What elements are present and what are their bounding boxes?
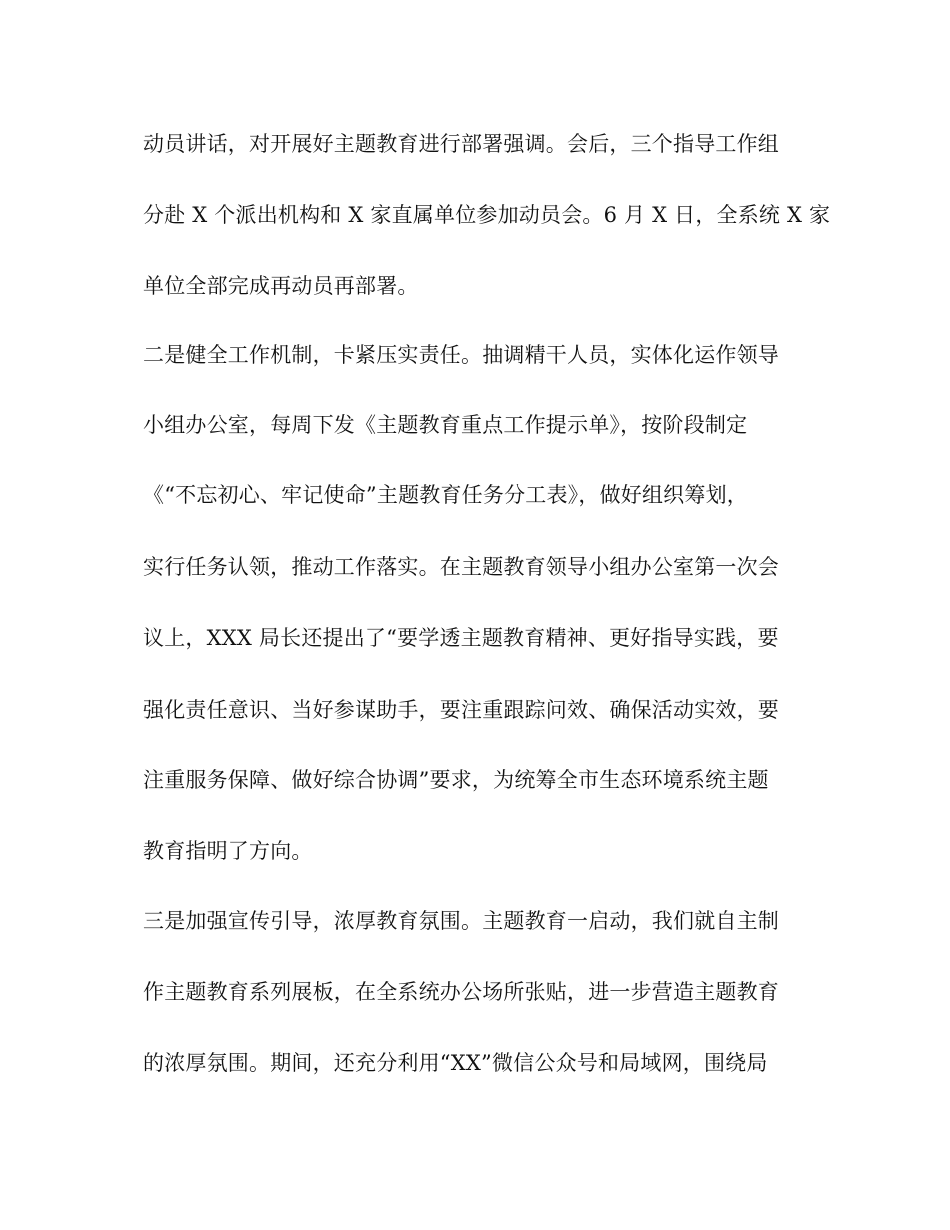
text-line: 作主题教育系列展板，在全系统办公场所张贴，进一步营造主题教育 — [143, 980, 779, 1004]
text-line: 教育指明了方向。 — [143, 839, 313, 863]
text-line: 强化责任意识、当好参谋助手，要注重跟踪问效、确保活动实效，要 — [143, 698, 779, 722]
paragraph-two-first-line: 二是健全工作机制，卡紧压实责任。抽调精干人员，实体化运作领导 — [143, 343, 779, 367]
text-line: 《“不忘初心、牢记使命”主题教育任务分工表》，做好组织筹划， — [143, 483, 748, 507]
text-line: 议上，XXX 局长还提出了“要学透主题教育精神、更好指导实践，要 — [143, 626, 779, 650]
text-line: 分赴 X 个派出机构和 X 家直属单位参加动员会。6 月 X 日，全系统 X 家 — [143, 203, 831, 227]
text-line: 的浓厚氛围。期间，还充分利用“XX”微信公众号和局域网，围绕局 — [143, 1051, 768, 1075]
text-line: 动员讲话，对开展好主题教育进行部署强调。会后，三个指导工作组 — [143, 132, 779, 156]
paragraph-three-first-line: 三是加强宣传引导，浓厚教育氛围。主题教育一启动，我们就自主制 — [143, 909, 779, 933]
text-line: 单位全部完成再动员再部署。 — [143, 274, 419, 298]
text-line: 实行任务认领，推动工作落实。在主题教育领导小组办公室第一次会 — [143, 555, 779, 579]
text-line: 注重服务保障、做好综合协调”要求，为统筹全市生态环境系统主题 — [143, 768, 769, 792]
text-line: 小组办公室，每周下发《主题教育重点工作提示单》，按阶段制定 — [143, 413, 748, 437]
